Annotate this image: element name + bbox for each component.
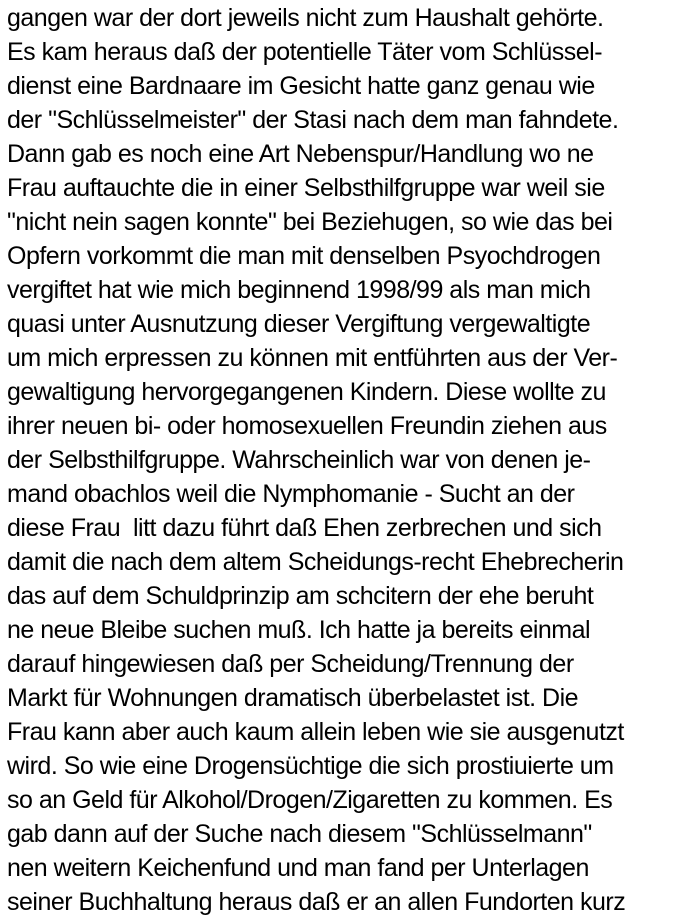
text-line: wird. So wie eine Drogensüchtige die sich prostiuierte um (7, 752, 614, 780)
text-line: quasi unter Ausnutzung dieser Vergiftung vergewaltigte (7, 310, 591, 338)
text-line: Markt für Wohnungen dramatisch überbelastet ist. Die (7, 684, 579, 712)
text-line: vergiftet hat wie mich beginnend 1998/99 als man mich (7, 276, 591, 304)
text-line: Frau auftauchte die in einer Selbsthilfgruppe war weil sie (7, 174, 605, 202)
text-line: das auf dem Schuldprinzip am schcitern der ehe beruht (7, 582, 594, 610)
text-line: der "Schlüsselmeister" der Stasi nach dem man fahndete. (7, 106, 619, 134)
text-line: damit die nach dem altem Scheidungs-recht Ehebrecherin (7, 548, 624, 576)
text-line: Es kam heraus daß der potentielle Täter vom Schlüssel- (7, 38, 603, 66)
text-line: Frau kann aber auch kaum allein leben wie sie ausgenutzt (7, 718, 624, 746)
text-line: so an Geld für Alkohol/Drogen/Zigaretten zu kommen. Es (7, 786, 613, 814)
text-line: gab dann auf der Suche nach diesem "Schlüsselmann" (7, 820, 592, 848)
text-line: ihrer neuen bi- oder homosexuellen Freundin ziehen aus (7, 412, 607, 440)
text-line: Opfern vorkommt die man mit denselben Psyochdrogen (7, 242, 601, 270)
text-line: gewaltigung hervorgegangenen Kindern. Diese wollte zu (7, 378, 606, 406)
text-line: ne neue Bleibe suchen muß. Ich hatte ja bereits einmal (7, 616, 591, 644)
text-line: seiner Buchhaltung heraus daß er an allen Fundorten kurz (7, 888, 626, 916)
text-line: mand obachlos weil die Nymphomanie - Sucht an der (7, 480, 575, 508)
text-line: "nicht nein sagen konnte" bei Beziehugen, so wie das bei (7, 208, 613, 236)
text-line: dienst eine Bardnaare im Gesicht hatte ganz genau wie (7, 72, 595, 100)
text-line: diese Frau litt dazu führt daß Ehen zerbrechen und sich (7, 514, 602, 542)
text-block (7, 1, 684, 919)
text-line: um mich erpressen zu können mit entführten aus der Ver- (7, 344, 618, 372)
text-line: der Selbsthilfgruppe. Wahrscheinlich war von denen je- (7, 446, 591, 474)
text-line: gangen war der dort jeweils nicht zum Haushalt gehörte. (7, 4, 604, 32)
text-line: Dann gab es noch eine Art Nebenspur/Handlung wo ne (7, 140, 594, 168)
text-line: darauf hingewiesen daß per Scheidung/Trennung der (7, 650, 574, 678)
text-line: nen weitern Keichenfund und man fand per Unterlagen (7, 854, 589, 882)
